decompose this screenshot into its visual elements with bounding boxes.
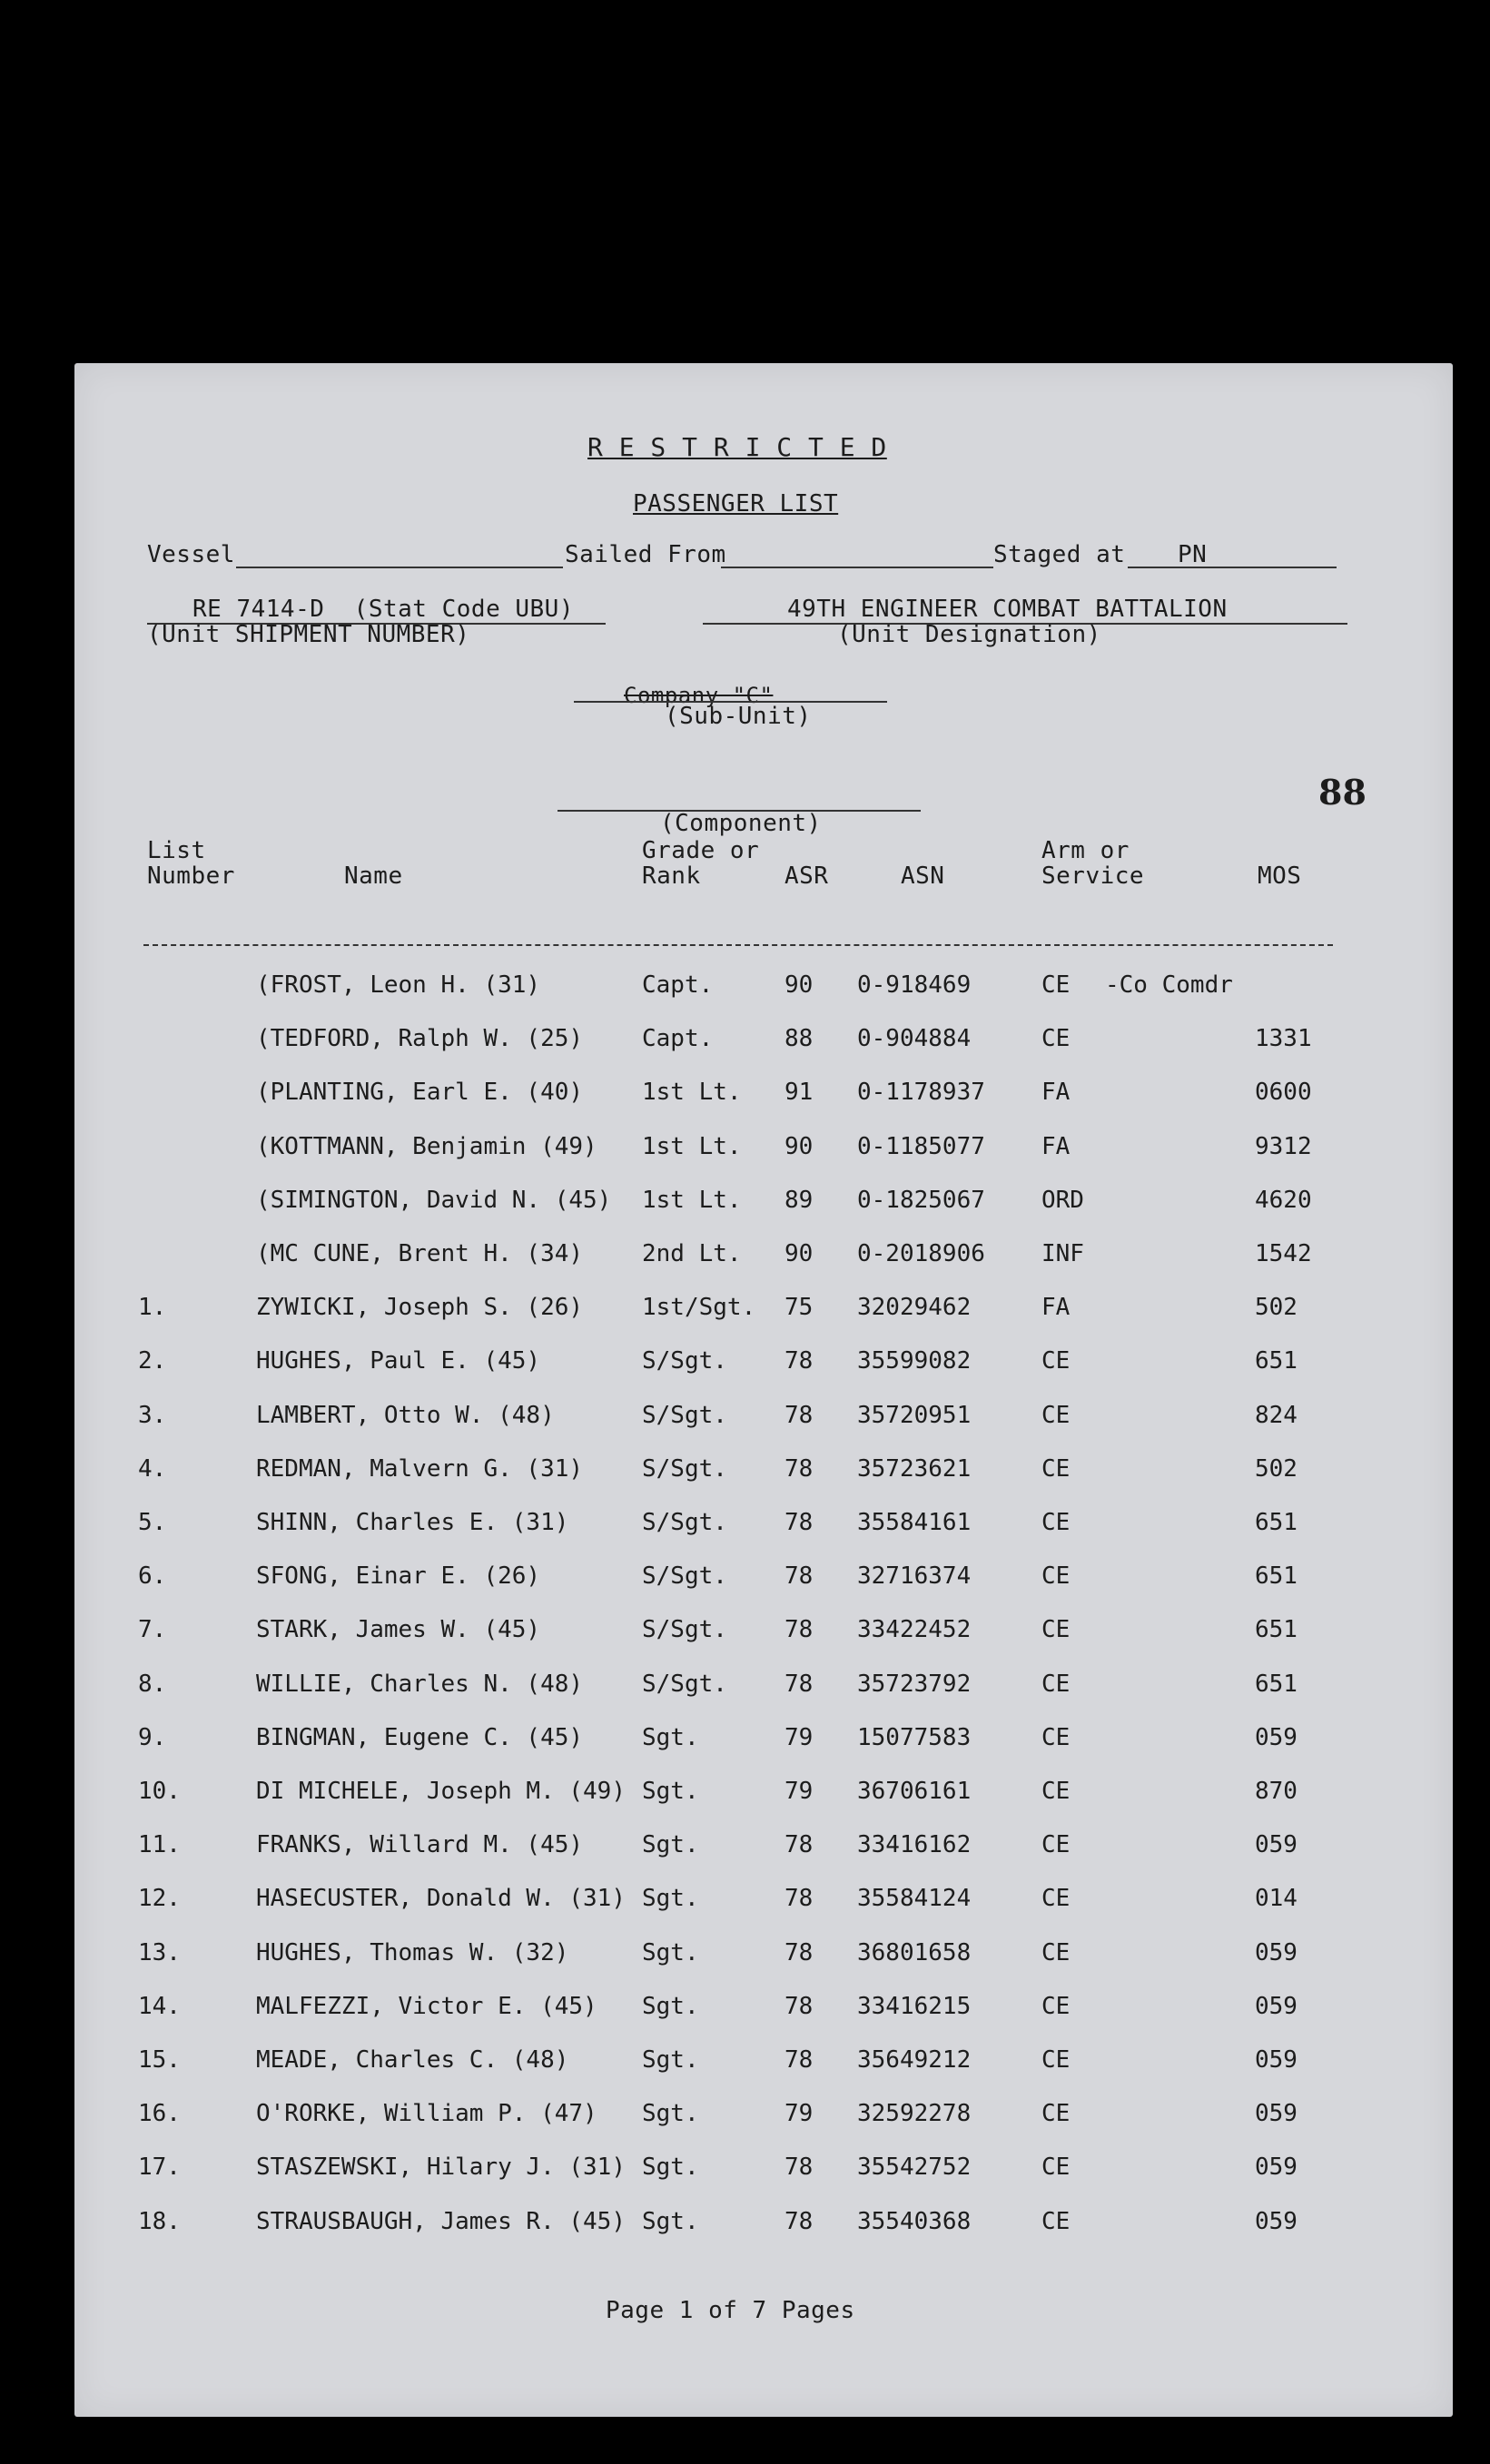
row-arm-service: CE: [1041, 1562, 1071, 1591]
row-asn: 33416215: [857, 1992, 972, 2020]
row-arm-service: CE: [1041, 2207, 1071, 2235]
table-row: [74, 2100, 1453, 2136]
table-row: [74, 971, 1453, 1008]
row-rank: Sgt.: [642, 1992, 699, 2020]
row-asn: 33416162: [857, 1831, 972, 1859]
row-rank: S/Sgt.: [642, 1401, 727, 1429]
row-asn: 35723621: [857, 1454, 972, 1483]
row-mos: 651: [1255, 1347, 1298, 1375]
row-rank: Sgt.: [642, 1938, 699, 1966]
row-list-number: 10.: [138, 1778, 181, 1805]
row-name: HUGHES, Paul E. (45): [256, 1347, 541, 1375]
shipment-number: RE 7414-D (Stat Code UBU): [192, 596, 574, 623]
row-asr: 78: [784, 1938, 814, 1966]
row-mos: 059: [1255, 1831, 1298, 1859]
row-asr: 90: [784, 971, 814, 999]
sub-unit: Company "C": [624, 683, 774, 708]
row-arm-service: FA: [1041, 1294, 1071, 1322]
row-asr: 78: [784, 2154, 814, 2182]
row-asn: 0-1185077: [857, 1132, 985, 1160]
row-asn: 0-2018906: [857, 1240, 985, 1267]
row-arm-service: ORD: [1041, 1186, 1084, 1214]
row-arm-service: CE: [1041, 1831, 1071, 1859]
row-arm-service: FA: [1041, 1132, 1071, 1160]
row-asr: 78: [784, 1401, 814, 1429]
row-mos: 059: [1255, 1992, 1298, 2020]
row-asn: 35599082: [857, 1347, 972, 1375]
row-name: HUGHES, Thomas W. (32): [256, 1938, 569, 1966]
row-arm-service: CE: [1041, 1885, 1071, 1913]
table-row: [74, 1240, 1453, 1276]
row-asn: 36706161: [857, 1778, 972, 1805]
row-rank: 1st/Sgt.: [642, 1294, 756, 1322]
row-name: FRANKS, Willard M. (45): [256, 1831, 584, 1859]
table-row: [74, 2154, 1453, 2190]
header-rule: [143, 944, 1333, 946]
row-asr: 78: [784, 1992, 814, 2020]
row-rank: 1st Lt.: [642, 1132, 742, 1160]
unit-designation-caption: (Unit Designation): [837, 621, 1101, 648]
row-asn: 35723792: [857, 1670, 972, 1698]
row-mos: 059: [1255, 2100, 1298, 2128]
row-asr: 79: [784, 2100, 814, 2128]
row-asr: 78: [784, 1831, 814, 1859]
table-row: [74, 1724, 1453, 1760]
col-arm-line2: Service: [1041, 862, 1145, 890]
row-mos: 059: [1255, 1723, 1298, 1751]
page-number-stamp: 88: [1318, 772, 1367, 813]
row-name: MALFEZZI, Victor E. (45): [256, 1992, 597, 2020]
col-name: Name: [344, 862, 403, 890]
row-asn: 0-1178937: [857, 1079, 985, 1107]
staged-at-field-line: [1128, 567, 1337, 568]
row-mos: 502: [1255, 1454, 1298, 1483]
col-arm-line1: Arm or: [1041, 837, 1130, 864]
row-mos: 0600: [1255, 1079, 1312, 1107]
row-name: MEADE, Charles C. (48): [256, 2046, 569, 2074]
row-asn: 35540368: [857, 2207, 972, 2235]
row-arm-service: INF: [1041, 1240, 1084, 1267]
row-rank: Sgt.: [642, 2154, 699, 2182]
table-row: [74, 1079, 1453, 1115]
row-mos: 059: [1255, 1938, 1298, 1966]
row-arm-service: CE: [1041, 1938, 1071, 1966]
table-row: [74, 1939, 1453, 1976]
row-asr: 88: [784, 1025, 814, 1053]
row-list-number: 9.: [138, 1723, 167, 1751]
row-asn: 15077583: [857, 1723, 972, 1751]
row-arm-service: CE: [1041, 1616, 1071, 1644]
row-name: DI MICHELE, Joseph M. (49): [256, 1778, 626, 1805]
row-rank: Capt.: [642, 971, 714, 999]
row-mos: 059: [1255, 2207, 1298, 2235]
staged-at-label: Staged at: [993, 541, 1126, 568]
row-arm-service: CE: [1041, 1347, 1071, 1375]
table-row: [74, 1025, 1453, 1061]
row-asr: 78: [784, 1616, 814, 1644]
table-row: [74, 1831, 1453, 1868]
row-asn: 32029462: [857, 1294, 972, 1322]
table-row: [74, 1562, 1453, 1599]
table-row: [74, 1187, 1453, 1223]
row-list-number: 18.: [138, 2207, 181, 2235]
document-page: [74, 363, 1453, 2417]
row-asn: 0-904884: [857, 1025, 972, 1053]
row-list-number: 12.: [138, 1885, 181, 1913]
row-arm-service: CE: [1041, 1401, 1071, 1429]
row-rank: Sgt.: [642, 1885, 699, 1913]
row-name: STASZEWSKI, Hilary J. (31): [256, 2154, 626, 2182]
row-mos: 1542: [1255, 1240, 1312, 1267]
row-mos: 651: [1255, 1509, 1298, 1536]
table-row: [74, 1993, 1453, 2029]
row-list-number: 13.: [138, 1938, 181, 1966]
row-list-number: 8.: [138, 1670, 167, 1698]
row-asr: 78: [784, 1670, 814, 1698]
row-rank: Sgt.: [642, 2100, 699, 2128]
row-asr: 78: [784, 2207, 814, 2235]
table-row: [74, 1778, 1453, 1814]
row-mos: 870: [1255, 1778, 1298, 1805]
row-asr: 78: [784, 1562, 814, 1591]
row-name: (SIMINGTON, David N. (45): [256, 1186, 612, 1214]
vessel-field-line: [236, 567, 563, 568]
col-asn: ASN: [901, 862, 945, 890]
row-arm-service: CE: [1041, 1670, 1071, 1698]
page-footer: Page 1 of 7 Pages: [606, 2297, 855, 2324]
table-row: [74, 1294, 1453, 1330]
row-arm-service: CE: [1041, 2100, 1071, 2128]
row-rank: Sgt.: [642, 1778, 699, 1805]
row-arm-service: CE: [1041, 1454, 1071, 1483]
col-asr: ASR: [784, 862, 829, 890]
row-name: (PLANTING, Earl E. (40): [256, 1079, 584, 1107]
row-asn: 35649212: [857, 2046, 972, 2074]
table-row: [74, 1133, 1453, 1169]
component-caption: (Component): [660, 810, 822, 837]
row-asn: 35542752: [857, 2154, 972, 2182]
table-row: [74, 1347, 1453, 1384]
row-name: STARK, James W. (45): [256, 1616, 541, 1644]
row-name: O'RORKE, William P. (47): [256, 2100, 597, 2128]
row-name: (MC CUNE, Brent H. (34): [256, 1240, 584, 1267]
row-name: BINGMAN, Eugene C. (45): [256, 1723, 584, 1751]
row-list-number: 4.: [138, 1454, 167, 1483]
row-list-number: 7.: [138, 1616, 167, 1644]
row-arm-service: CE: [1041, 1992, 1071, 2020]
table-row: [74, 1509, 1453, 1545]
row-asr: 75: [784, 1294, 814, 1322]
row-asr: 78: [784, 1509, 814, 1536]
row-name: LAMBERT, Otto W. (48): [256, 1401, 555, 1429]
row-asr: 89: [784, 1186, 814, 1214]
row-arm-service: CE: [1041, 1025, 1071, 1053]
row-mos: 824: [1255, 1401, 1298, 1429]
row-rank: Capt.: [642, 1025, 714, 1053]
row-name: HASECUSTER, Donald W. (31): [256, 1885, 626, 1913]
row-mos: 651: [1255, 1616, 1298, 1644]
row-rank: S/Sgt.: [642, 1509, 727, 1536]
col-list-number-line2: Number: [147, 862, 235, 890]
row-asn: 36801658: [857, 1938, 972, 1966]
row-asr: 79: [784, 1778, 814, 1805]
sub-unit-caption: (Sub-Unit): [665, 703, 812, 730]
row-name: SFONG, Einar E. (26): [256, 1562, 541, 1591]
table-row: [74, 1455, 1453, 1492]
row-arm-service: CE: [1041, 1723, 1071, 1751]
table-row: [74, 1671, 1453, 1707]
row-list-number: 6.: [138, 1562, 167, 1591]
restricted-marking: R E S T R I C T E D: [587, 432, 887, 462]
staged-at-value: PN: [1178, 541, 1208, 568]
row-asn: 35720951: [857, 1401, 972, 1429]
vessel-label: Vessel: [147, 541, 235, 568]
row-asn: 0-918469: [857, 971, 972, 999]
row-asr: 91: [784, 1079, 814, 1107]
row-name: ZYWICKI, Joseph S. (26): [256, 1294, 584, 1322]
table-row: [74, 1885, 1453, 1921]
row-rank: Sgt.: [642, 2207, 699, 2235]
row-asr: 90: [784, 1240, 814, 1267]
row-asr: 78: [784, 2046, 814, 2074]
row-rank: S/Sgt.: [642, 1562, 727, 1591]
row-arm-service: CE: [1041, 971, 1071, 999]
row-asr: 90: [784, 1132, 814, 1160]
row-name: STRAUSBAUGH, James R. (45): [256, 2207, 626, 2235]
unit-designation: 49TH ENGINEER COMBAT BATTALION: [787, 596, 1228, 623]
row-mos: 059: [1255, 2154, 1298, 2182]
row-list-number: 3.: [138, 1401, 167, 1429]
row-rank: Sgt.: [642, 1723, 699, 1751]
row-list-number: 16.: [138, 2100, 181, 2128]
table-row: [74, 2046, 1453, 2083]
row-mos: 651: [1255, 1562, 1298, 1591]
document-title: PASSENGER LIST: [633, 490, 839, 517]
row-arm-service: FA: [1041, 1079, 1071, 1107]
row-rank: S/Sgt.: [642, 1454, 727, 1483]
row-list-number: 11.: [138, 1831, 181, 1859]
row-name: REDMAN, Malvern G. (31): [256, 1454, 584, 1483]
col-list-number-line1: List: [147, 837, 206, 864]
row-arm-service: CE: [1041, 2046, 1071, 2074]
table-row: [74, 2208, 1453, 2244]
row-name: (KOTTMANN, Benjamin (49): [256, 1132, 597, 1160]
row-list-number: 15.: [138, 2046, 181, 2074]
row-mos: 1331: [1255, 1025, 1312, 1053]
row-asn: 35584161: [857, 1509, 972, 1536]
row-list-number: 1.: [138, 1294, 167, 1322]
row-mos: 502: [1255, 1294, 1298, 1322]
row-mos: 014: [1255, 1885, 1298, 1913]
row-rank: Sgt.: [642, 1831, 699, 1859]
row-note: -Co Comdr: [1105, 971, 1233, 999]
row-asn: 32716374: [857, 1562, 972, 1591]
row-name: (TEDFORD, Ralph W. (25): [256, 1025, 584, 1053]
row-asr: 78: [784, 1347, 814, 1375]
sailed-from-field-line: [721, 567, 993, 568]
row-arm-service: CE: [1041, 1509, 1071, 1536]
col-grade-line2: Rank: [642, 862, 701, 890]
row-asr: 78: [784, 1454, 814, 1483]
row-arm-service: CE: [1041, 1778, 1071, 1805]
row-rank: S/Sgt.: [642, 1670, 727, 1698]
col-grade-line1: Grade or: [642, 837, 760, 864]
row-rank: S/Sgt.: [642, 1347, 727, 1375]
shipment-number-caption: (Unit SHIPMENT NUMBER): [147, 621, 470, 648]
row-rank: 1st Lt.: [642, 1079, 742, 1107]
row-asn: 35584124: [857, 1885, 972, 1913]
row-asr: 78: [784, 1885, 814, 1913]
row-asn: 33422452: [857, 1616, 972, 1644]
row-mos: 4620: [1255, 1186, 1312, 1214]
sailed-from-label: Sailed From: [565, 541, 726, 568]
row-asn: 0-1825067: [857, 1186, 985, 1214]
row-list-number: 17.: [138, 2154, 181, 2182]
table-row: [74, 1616, 1453, 1652]
table-row: [74, 1402, 1453, 1438]
row-rank: S/Sgt.: [642, 1616, 727, 1644]
row-mos: 059: [1255, 2046, 1298, 2074]
row-rank: Sgt.: [642, 2046, 699, 2074]
row-name: WILLIE, Charles N. (48): [256, 1670, 584, 1698]
row-mos: 651: [1255, 1670, 1298, 1698]
row-rank: 1st Lt.: [642, 1186, 742, 1214]
row-arm-service: CE: [1041, 2154, 1071, 2182]
row-name: SHINN, Charles E. (31): [256, 1509, 569, 1536]
row-name: (FROST, Leon H. (31): [256, 971, 541, 999]
row-list-number: 14.: [138, 1992, 181, 2020]
row-asr: 79: [784, 1723, 814, 1751]
row-list-number: 2.: [138, 1347, 167, 1375]
row-mos: 9312: [1255, 1132, 1312, 1160]
col-mos: MOS: [1258, 862, 1302, 890]
row-asn: 32592278: [857, 2100, 972, 2128]
row-list-number: 5.: [138, 1509, 167, 1536]
row-rank: 2nd Lt.: [642, 1240, 742, 1267]
